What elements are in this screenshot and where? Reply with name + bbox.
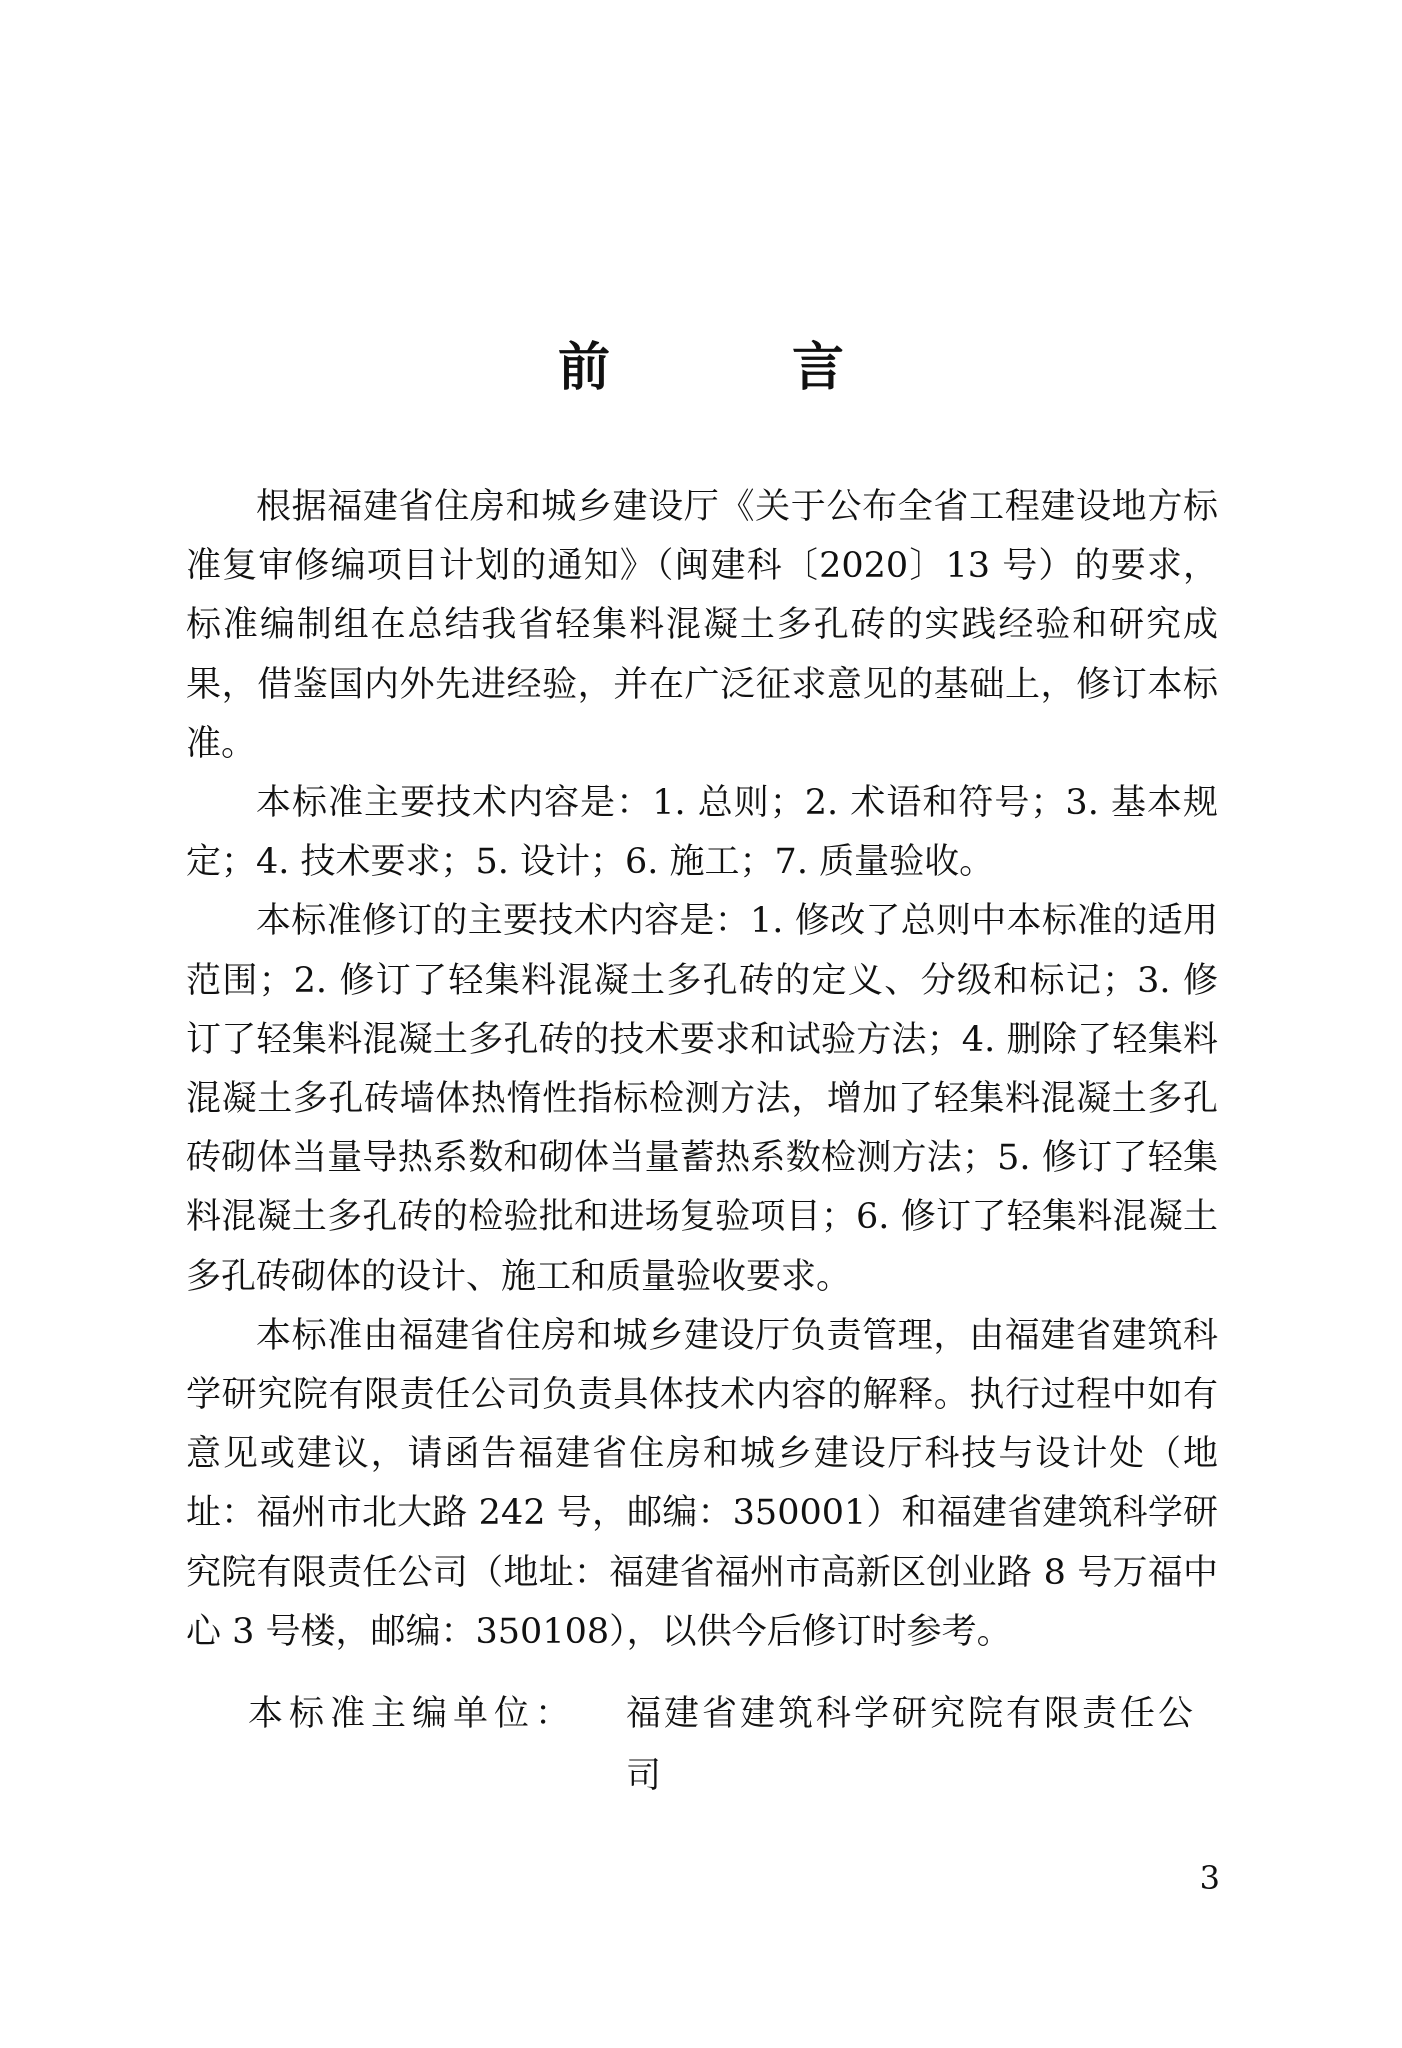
paragraph-management: 本标准由福建省住房和城乡建设厅负责管理，由福建省建筑科学研究院有限责任公司负责具体技术内容的解释。执行过程中如有意见或建议，请函告福建省住房和城乡建设厅科技与设计处（地址：福州市北大路 242 号，邮编：350001）和福建省建筑科学研究院有限责任公司（地址：福建省福州市高新区创业路 8 号万福中心 3 号楼，邮编：350108），以供今后修订时参考。 (186, 1315, 1218, 1652)
paragraph-basis: 根据福建省住房和城乡建设厅《关于公布全省工程建设地方标准复审修编项目计划的通知》（闽建科〔2020〕13 号）的要求，标准编制组在总结我省轻集料混凝土多孔砖的实践经验和研究成果，借鉴国内外先进经验，并在广泛征求意见的基础上，修订本标准。 (186, 487, 1218, 764)
paragraph-revision-content: 本标准修订的主要技术内容是：1. 修改了总则中本标准的适用范围；2. 修订了轻集料混凝土多孔砖的定义、分级和标记；3. 修订了轻集料混凝土多孔砖的技术要求和试验方法；4. 删除了轻集料混凝土多孔砖墙体热惰性指标检测方法，增加了轻集料混凝土多孔砖砌体当量导热系数和砌体当量蓄热系数检测方法；5. 修订了轻集料混凝土多孔砖的检验批和进场复验项目；6. 修订了轻集料混凝土多孔砖砌体的设计、施工和质量验收要求。 (186, 901, 1218, 1297)
foreword-body (186, 478, 1218, 1662)
page-title: 前 言 (557, 337, 927, 398)
chief-editor-label: 本标准主编单位： (248, 1694, 577, 1734)
chief-editor-value: 福建省建筑科学研究院有限责任公司 (626, 1694, 1197, 1796)
paragraph-main-content: 本标准主要技术内容是：1. 总则；2. 术语和符号；3. 基本规定；4. 技术要求；5. 设计；6. 施工；7. 质量验收。 (186, 783, 1218, 883)
chief-editor-row (248, 1683, 1218, 1807)
chief-editor-block (248, 1683, 1218, 1807)
page-number: 3 (1199, 1859, 1220, 1897)
